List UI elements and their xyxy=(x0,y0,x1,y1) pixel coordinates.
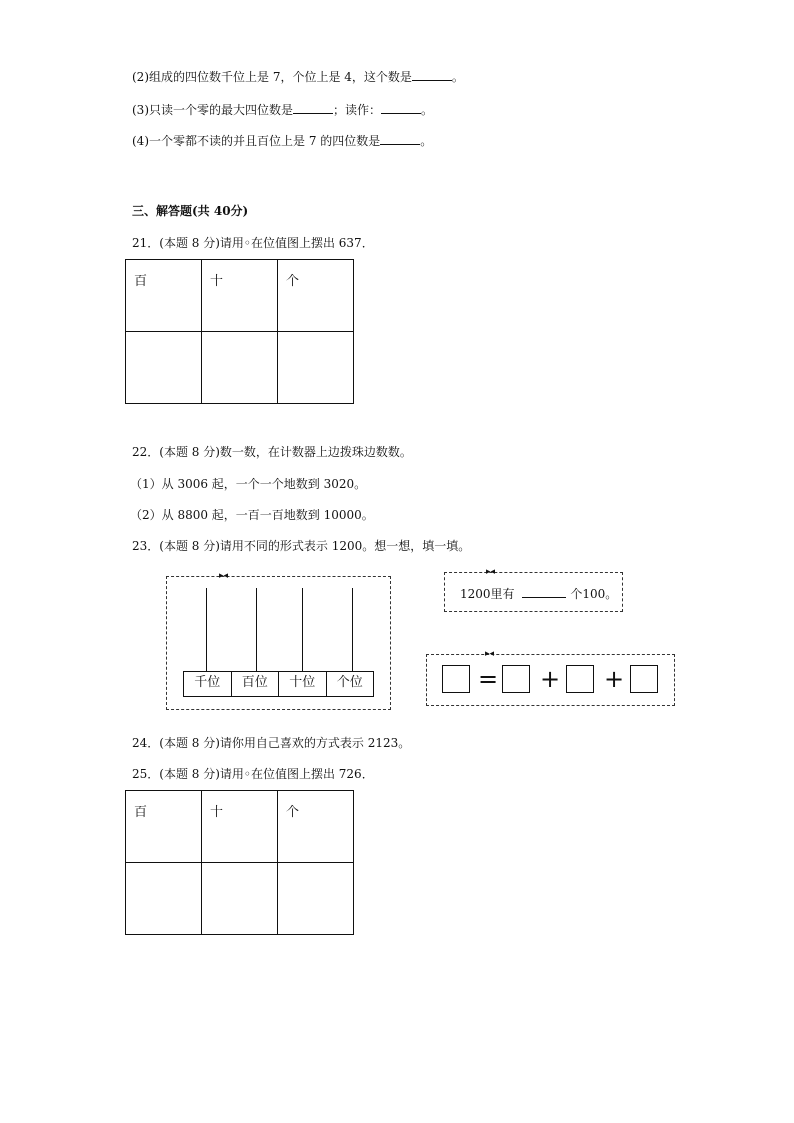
answer-blank[interactable] xyxy=(522,585,566,598)
ones-cell[interactable] xyxy=(278,863,354,935)
ones-cell[interactable] xyxy=(278,332,354,404)
answer-blank[interactable] xyxy=(293,101,333,114)
q20-line-2: (2)组成的四位数千位上是 7，个位上是 4，这个数是 。 xyxy=(132,70,464,84)
fill-in-sentence: 1200里有 个100。 xyxy=(460,587,618,601)
abacus-labels xyxy=(183,671,374,697)
hundreds-label: 百位 xyxy=(232,672,280,696)
q20-line-3: (3)只读一个零的最大四位数是 ；读作： 。 xyxy=(132,103,434,117)
place-value-chart-25 xyxy=(125,790,354,935)
answer-blank[interactable] xyxy=(412,68,452,81)
ones-label: 个位 xyxy=(336,675,363,690)
ones-header: 个 xyxy=(278,791,354,863)
question-22-part-1: （1）从 3006 起，一个一个地数到 3020。 xyxy=(130,477,367,491)
question-25: 25．(本题 8 分)请用◦在位值图上摆出 726． xyxy=(132,767,374,781)
abacus-rod xyxy=(352,588,353,671)
question-22-part-2: （2）从 8800 起，一百一百地数到 10000。 xyxy=(130,508,374,522)
abacus-rod xyxy=(256,588,257,671)
plus-sign: + xyxy=(604,665,625,693)
bow-tie-icon: ▸◂ xyxy=(486,567,496,577)
question-23: 23．(本题 8 分)请用不同的形式表示 1200。想一想，填一填。 xyxy=(132,539,471,553)
ones-header: 个 xyxy=(278,260,354,332)
bow-tie-icon: ▸◂ xyxy=(219,571,229,581)
question-24: 24．(本题 8 分)请你用自己喜欢的方式表示 2123。 xyxy=(132,736,411,750)
q20-line-4: (4)一个零都不读的并且百位上是 7 的四位数是 。 xyxy=(132,134,433,148)
abacus-rod xyxy=(302,588,303,671)
hundreds-header: 百 xyxy=(126,260,202,332)
thousands-label: 千位 xyxy=(184,672,232,696)
tens-cell[interactable] xyxy=(202,863,278,935)
bow-tie-icon: ▸◂ xyxy=(485,649,495,659)
answer-blank[interactable] xyxy=(380,132,420,145)
section-title: 三、解答题(共 40分) xyxy=(132,204,249,218)
answer-blank[interactable] xyxy=(381,101,421,114)
tens-header: 十 xyxy=(202,791,278,863)
abacus-rod xyxy=(206,588,207,671)
hundreds-header: 百 xyxy=(126,791,202,863)
answer-square[interactable] xyxy=(630,665,658,693)
equals-sign: = xyxy=(478,665,499,693)
answer-square[interactable] xyxy=(502,665,530,693)
place-value-chart-21 xyxy=(125,259,354,404)
tens-header: 十 xyxy=(202,260,278,332)
tens-cell[interactable] xyxy=(202,332,278,404)
tens-label: 十位 xyxy=(279,672,327,696)
question-22: 22．(本题 8 分)数一数，在计数器上边拨珠边数数。 xyxy=(132,445,412,459)
hundreds-cell[interactable] xyxy=(126,863,202,935)
plus-sign: + xyxy=(540,665,561,693)
answer-square[interactable] xyxy=(566,665,594,693)
answer-square[interactable] xyxy=(442,665,470,693)
question-21: 21．(本题 8 分)请用◦在位值图上摆出 637． xyxy=(132,236,374,250)
hundreds-cell[interactable] xyxy=(126,332,202,404)
